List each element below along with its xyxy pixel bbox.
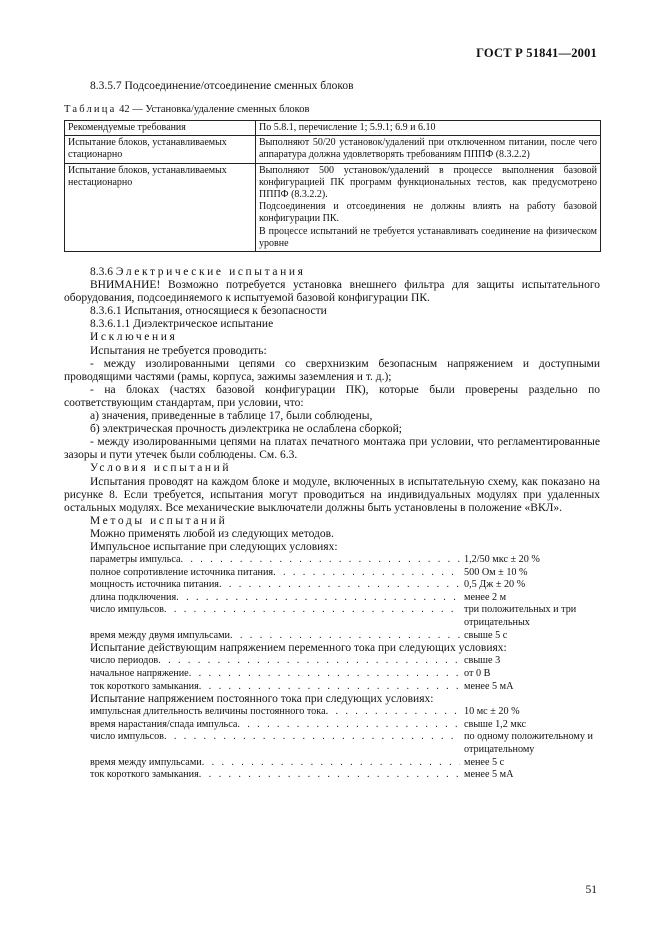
param-row [64,731,600,756]
param-value: 0,5 Дж ± 20 % [464,579,526,591]
exception-subitem: б) электрическая прочность диэлектрика не ослаблена сборкой; [90,423,403,436]
ac-title: Испытание действующим напряжением переменного тока при следующих условиях: [90,642,507,655]
param-row [64,706,600,719]
param-value: свыше 1,2 мкс [464,718,527,730]
param-row [64,719,600,732]
impulse-title: Импульсное испытание при следующих условиях: [90,540,338,553]
param-value: менее 5 с [464,756,505,768]
table-cell-value [256,163,601,251]
exceptions-intro: Испытания не требуется проводить: [90,344,267,357]
param-label: параметры импульса [90,554,181,566]
table-caption-text: 42 — Установка/удаление сменных блоков [119,104,310,115]
conditions-text: Испытания проводят на каждом блоке и модуле, включенных в испытательную схему, как показано на рисунке 8. Если требуется, испытания могут проводиться на индивидуальных модулях при удаленных остальных модулях. Все механические выключатели должны быть установлены в положение «ВКЛ». [64,475,600,514]
exception-item: - между изолированными цепями со сверхнизким безопасным напряжением и доступными проводящими частями (рамы, корпуса, зажимы заземления и т. д.); [64,357,600,383]
param-value: менее 5 мА [464,680,514,692]
table-cell-value: По 5.8.1, перечисление 1; 5.9.1; 6.9 и 6.10 [256,121,601,136]
section-title: 8.3.5.7 Подсоединение/отсоединение сменных блоков [90,80,354,92]
exception-item: - на блоках (частях базовой конфигурации ПК), которые были проверены раздельно по соответствующим стандартам, при условии, что: [64,383,600,409]
param-row [64,604,600,629]
param-value: менее 2 м [464,591,507,603]
heading-number: 8.3.6 [90,266,113,278]
table-caption-label: Таблица [64,104,117,115]
param-row [64,681,600,694]
param-label: ток короткого замыкания [90,769,199,781]
table-cell-requirement: Рекомендуемые требования [65,121,256,136]
warning-text: Возможно потребуется установка внешнего фильтра для защиты испытательного оборудования, подсоединяемого к испытуемой базовой конфигурации ПК. [64,279,601,305]
safety-heading: 8.3.6.1 Испытания, относящиеся к безопасности [90,305,327,318]
table-caption [64,104,309,115]
param-label: мощность источника питания [90,579,219,591]
param-value: по одному положительному и отрицательному [464,731,593,755]
exceptions-title: Исключения [90,331,178,344]
param-label: импульсная длительность величины постоянного тока [90,706,326,718]
param-row [64,769,600,782]
electrical-heading [64,266,600,279]
param-label: полное сопротивление источника питания [90,566,274,578]
methods-intro: Можно применять любой из следующих методов. [90,527,334,540]
conditions-title: Условия испытаний [90,462,232,475]
param-label: начальное напряжение [90,667,189,679]
param-value: свыше 3 [464,655,501,667]
table-row [65,136,601,163]
param-value: менее 5 мА [464,769,514,781]
param-row [64,579,600,592]
param-label: ток короткого замыкания [90,680,199,692]
param-label: время нарастания/спада импульса [90,718,238,730]
table-cell-paragraph: Выполняют 500 установок/удалений в процессе выполнения базовой конфигурацией ПК программ функциональных тестов, как предусмотрено ПППФ (8.3.2.2). [259,164,597,201]
param-value: 10 мс ± 20 % [464,706,520,718]
param-label: число периодов [90,655,159,667]
table-cell-paragraph: Подсоединения и отсоединения не должны влиять на работу базовой конфигурации ПК. [259,201,597,225]
dc-title: Испытание напряжением постоянного тока при следующих условиях: [90,693,434,706]
standard-header: ГОСТ Р 51841—2001 [476,46,597,60]
table-42 [64,120,601,252]
exception-subitem: а) значения, приведенные в таблице 17, были соблюдены, [90,410,373,423]
param-label: число импульсов [90,731,164,743]
table-row [65,163,601,251]
heading-text: Электрические испытания [115,266,306,278]
body-text [64,266,600,782]
table-cell-value: Выполняют 50/20 установок/удалений при отключенном питании, после чего аппаратура должна удовлетворять требованиям ПППФ (8.3.2.2) [256,136,601,163]
impulse-params [64,554,600,642]
param-row [64,592,600,605]
param-label: время между импульсами [90,756,202,768]
param-row [64,655,600,668]
table-cell-requirement: Испытание блоков, устанавливаемых нестационарно [65,163,256,251]
param-row [64,567,600,580]
warning-paragraph [64,279,600,305]
param-value: 500 Ом ± 10 % [464,566,528,578]
warning-label: ВНИМАНИЕ! [90,279,161,292]
param-value: три положительных и три отрицательных [464,604,577,629]
param-row [64,554,600,567]
table-row [65,121,601,136]
param-label: время между двумя импульсами [90,629,231,641]
param-value: 1,2/50 мкс ± 20 % [464,554,540,566]
param-value: свыше 5 с [464,629,508,641]
table-cell-requirement: Испытание блоков, устанавливаемых стационарно [65,136,256,163]
param-value: от 0 В [464,667,491,679]
param-label: длина подключения [90,591,177,603]
dc-params [64,706,600,782]
param-row [64,757,600,770]
param-row [64,668,600,681]
page-number: 51 [585,884,597,896]
ac-params [64,655,600,693]
methods-title: Методы испытаний [90,514,228,527]
param-label: число импульсов [90,604,164,616]
dielectric-heading: 8.3.6.1.1 Диэлектрическое испытание [90,318,274,331]
param-row [64,630,600,643]
table-cell-paragraph: В процессе испытаний не требуется устанавливать соединение на физическом уровне [259,225,597,249]
exception-item: - между изолированными цепями на платах печатного монтажа при условии, что регламентированные зазоры и пути утечек были соблюдены. См. 6.3. [64,436,600,462]
